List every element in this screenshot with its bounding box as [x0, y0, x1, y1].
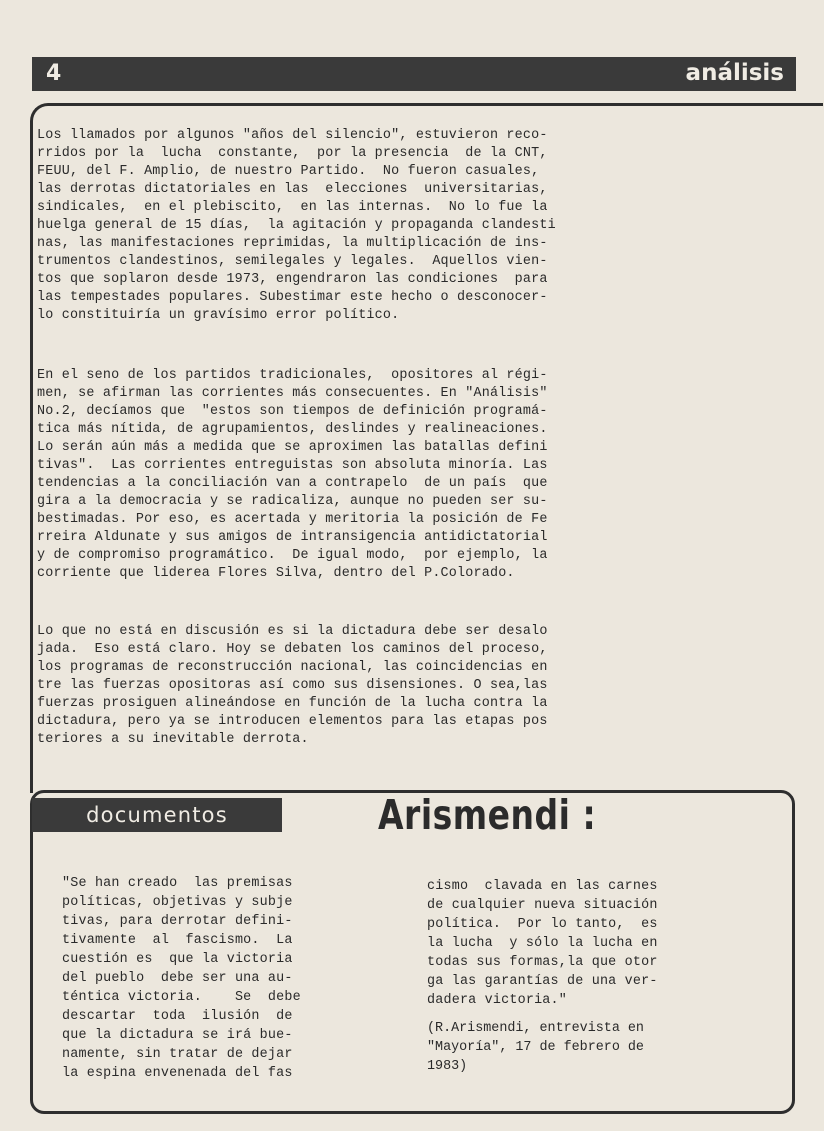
article-body	[37, 127, 775, 747]
header-bar	[32, 57, 796, 91]
quote-right-column: cismo clavada en las carnes de cualquier nueva situación política. Por lo tanto, es la lucha y sólo la lucha en todas sus formas,la que otor ga las garantías de una ver- dadera victoria."	[427, 879, 658, 1008]
quote-left-column: "Se han creado las premisas políticas, objetivas y subje tivas, para derrotar defini- tivamente al fascismo. La cuestión es que la victoria del pueblo debe ser una au- téntica victoria. Se debe descartar toda ilusión de que la dictadura se irá bue- namente, sin tratar de dejar la espina envenenada del fas	[62, 876, 301, 1081]
article-paragraph-2: En el seno de los partidos tradicionales, opositores al régi- men, se afirman las corrientes más consecuentes. En "Análisis" No.2, decíamos que "estos son tiempos de definición programá- tica más nítida, de agrupamientos, deslindes y realineaciones. Lo serán aún más a medida que se aproximen las batallas defini tivas". Las corrientes entreguistas son absoluta minoría. Las tendencias a la conciliación van a contrapelo de un país que gira a la democracia y se radicaliza, aunque no pueden ser su- bestimadas. Por eso, es acertada y meritoria la posición de Fe rreira Aldunate y sus amigos de intransigencia antidictatorial y de compromiso programático. De igual modo, por ejemplo, la corriente que liderea Flores Silva, dentro del P.Colorado.	[37, 368, 548, 581]
page-number: 4	[46, 61, 62, 86]
section-title: análisis	[685, 60, 784, 86]
article-paragraph-1: Los llamados por algunos "años del silencio", estuvieron reco- rridos por la lucha constante, por la presencia de la CNT, FEUU, del F. Amplio, de nuestro Partido. No fueron casuales, las derrotas dictatoriales en las elecciones universitarias, sindicales, en el plebiscito, en las internas. No lo fue la huelga general de 15 días, la agitación y propaganda clandesti nas, las manifestaciones reprimidas, la multiplicación de ins- trumentos clandestinos, semilegales y legales. Aquellos vien- tos que soplaron desde 1973, engendraron las condiciones para las tempestades populares. Subestimar este hecho o desconocer- lo constituiría un gravísimo error político.	[37, 128, 556, 323]
frame-rule	[792, 103, 823, 106]
article-paragraph-3: Lo que no está en discusión es si la dictadura debe ser desalo jada. Eso está claro. Hoy se debaten los caminos del proceso, los programas de reconstrucción nacional, las coincidencias en tre las fuerzas opositoras así como sus disensiones. O sea,las fuerzas prosiguen alineándose en función de la lucha contra la dictadura, pero ya se introducen elementos para las etapas pos teriores a su inevitable derrota.	[37, 624, 548, 747]
documents-tab-label: documentos	[32, 798, 282, 832]
quote-citation: (R.Arismendi, entrevista en "Mayoría", 17 de febrero de 1983)	[427, 1021, 644, 1074]
documents-title: Arismendi :	[378, 790, 597, 839]
